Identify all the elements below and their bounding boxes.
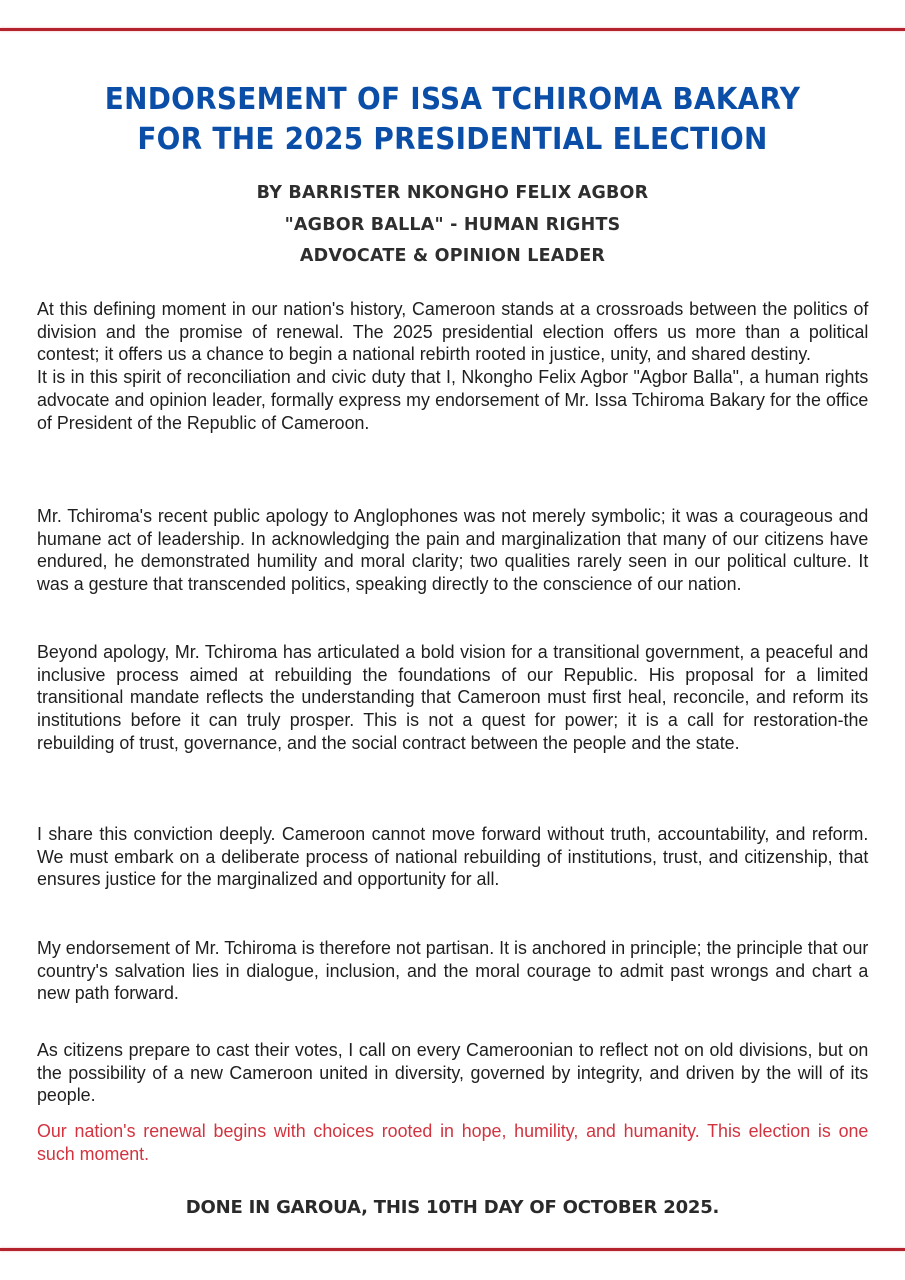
paragraph-apology <box>37 505 868 596</box>
title-line-2: FOR THE 2025 PRESIDENTIAL ELECTION <box>137 122 768 157</box>
author-byline <box>0 178 905 273</box>
paragraph-conviction <box>37 823 868 891</box>
paragraph-intro-part-2: It is in this spirit of reconciliation and civic duty that I, Nkongho Felix Agbor "Agbor Balla", a human rights advocate and opinion leader, formally express my endorsement of Mr. Issa Tchiroma Bakary for the office of President of the Republic of Cameroon. <box>37 366 869 433</box>
paragraph-call-to-citizens-text: As citizens prepare to cast their votes, I call on every Cameroonian to reflect not on old divisions, but on the possibility of a new Cameroon united in diversity, governed by integrity, and driven by the will of its people. <box>37 1039 869 1106</box>
byline-line-3: ADVOCATE & OPINION LEADER <box>299 246 606 266</box>
byline-line-2: "AGBOR BALLA" - HUMAN RIGHTS <box>284 214 621 235</box>
closing-statement-text: Our nation's renewal begins with choices rooted in hope, humility, and humanity. This election is one such moment. <box>37 1120 869 1164</box>
title-line-1: ENDORSEMENT OF ISSA TCHIROMA BAKARY <box>104 82 801 117</box>
paragraph-nonpartisan <box>37 937 868 1005</box>
top-divider-rule <box>0 28 905 31</box>
signoff-date-place: DONE IN GAROUA, THIS 10TH DAY OF OCTOBER 2025. <box>185 1197 720 1218</box>
document-title <box>32 80 874 160</box>
paragraph-transition-vision <box>37 641 868 755</box>
paragraph-call-to-citizens <box>37 1039 868 1107</box>
paragraph-intro <box>37 298 868 434</box>
paragraph-nonpartisan-text: My endorsement of Mr. Tchiroma is therefore not partisan. It is anchored in principle; the principle that our country's salvation lies in dialogue, inclusion, and the moral courage to admit past wrongs and chart a new path forward. <box>37 937 869 1004</box>
paragraph-transition-vision-text: Beyond apology, Mr. Tchiroma has articulated a bold vision for a transitional government, a peaceful and inclusive process aimed at rebuilding the foundations of our Republic. His proposal for a limited transitional mandate reflects the understanding that Cameroon must first heal, reconcile, and reform its institutions before it can truly prosper. This is not a quest for power; it is a call for restoration-the rebuilding of trust, governance, and the social contract between the people and the state. <box>37 641 869 753</box>
byline-line-1: BY BARRISTER NKONGHO FELIX AGBOR <box>256 183 649 203</box>
bottom-divider-rule <box>0 1248 905 1251</box>
closing-statement <box>37 1120 868 1165</box>
paragraph-intro-part-1: At this defining moment in our nation's history, Cameroon stands at a crossroads between the politics of division and the promise of renewal. The 2025 presidential election offers us more than a political contest; it offers us a chance to begin a national rebirth rooted in justice, unity, and shared destiny. <box>37 298 869 365</box>
paragraph-conviction-text: I share this conviction deeply. Cameroon cannot move forward without truth, accountability, and reform. We must embark on a deliberate process of national rebuilding of institutions, trust, and citizenship, that ensures justice for the marginalized and opportunity for all. <box>37 823 869 890</box>
paragraph-apology-text: Mr. Tchiroma's recent public apology to Anglophones was not merely symbolic; it was a courageous and humane act of leadership. In acknowledging the pain and marginalization that many of our citizens have endured, he demonstrated humility and moral clarity; two qualities rarely seen in our political culture. It was a gesture that transcended politics, speaking directly to the conscience of our nation. <box>37 505 869 595</box>
